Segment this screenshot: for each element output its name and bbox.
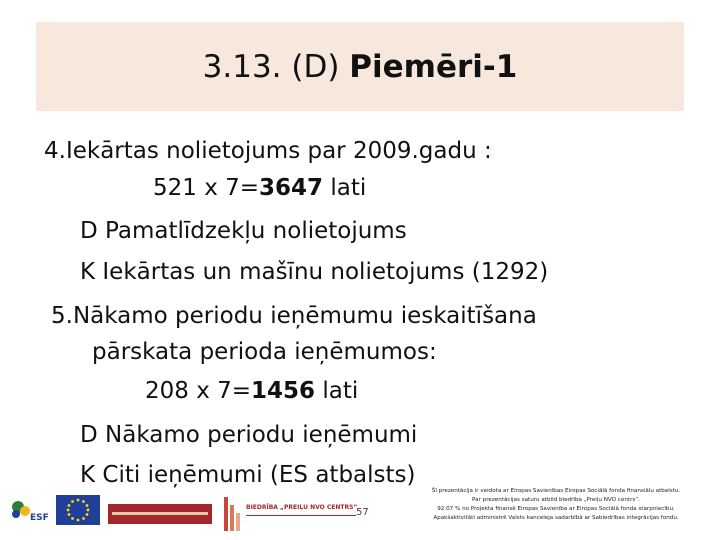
title-bold: Piemēri-1 bbox=[349, 48, 518, 85]
debit-line-1: D Pamatlīdzekļu nolietojums bbox=[80, 218, 407, 244]
calc-2-result: 1456 bbox=[251, 378, 316, 404]
calc-2-unit: lati bbox=[315, 378, 359, 404]
page-number: 57 bbox=[356, 507, 369, 518]
calc-2-text: 208 x 7= bbox=[145, 378, 252, 404]
item-5-heading-cont: pārskata perioda ieņēmumos: bbox=[92, 339, 437, 365]
debit-line-2: D Nākamo periodu ieņēmumi bbox=[80, 422, 418, 448]
preili-nvo-logo-icon bbox=[222, 493, 362, 535]
esf-label: ESF bbox=[30, 513, 49, 523]
slide-title bbox=[203, 49, 518, 85]
funding-disclaimer bbox=[395, 487, 717, 523]
calc-1-result: 3647 bbox=[259, 175, 324, 201]
item-4-heading: 4.Iekārtas nolietojums par 2009.gadu : bbox=[44, 138, 492, 164]
calc-1-unit: lati bbox=[323, 175, 367, 201]
calc-line-2 bbox=[145, 377, 358, 405]
disclaimer-line-3: 92.07 % no Projekta finansē Eiropas Savienība ar Eiropas Sociālā fonda starpniecību. bbox=[437, 506, 675, 512]
item-5-heading: 5.Nākamo periodu ieņēmumu ieskaitīšana bbox=[51, 303, 537, 329]
calc-line-1 bbox=[153, 174, 366, 202]
esf-logo-icon bbox=[8, 498, 52, 528]
credit-line-1: K Iekārtas un mašīnu nolietojums (1292) bbox=[80, 259, 549, 285]
disclaimer-line-1: Šī prezentācija ir veidota ar Eiropas Savienības Eiropas Sociālā fonda finansiālu atbalstu. bbox=[431, 488, 681, 494]
disclaimer-line-4: Apakšaktivitāti administrē Valsts kanceleja sadarbībā ar Sabiedrības integrācijas fondu. bbox=[433, 515, 679, 521]
title-prefix: 3.13. (D) bbox=[202, 48, 350, 85]
biedriba-label: BIEDRĪBA „PREIĻU NVO CENTRS” bbox=[246, 504, 358, 511]
credit-line-2: K Citi ieņēmumi (ES atbalsts) bbox=[80, 462, 416, 488]
calc-1-text: 521 x 7= bbox=[153, 175, 260, 201]
eu-flag-icon bbox=[56, 495, 100, 525]
title-banner bbox=[36, 22, 684, 111]
disclaimer-line-2: Par prezentācijas saturu atbild biedrība „Preiļu NVO centrs”. bbox=[472, 497, 640, 503]
red-banner-logo-icon bbox=[108, 504, 212, 524]
